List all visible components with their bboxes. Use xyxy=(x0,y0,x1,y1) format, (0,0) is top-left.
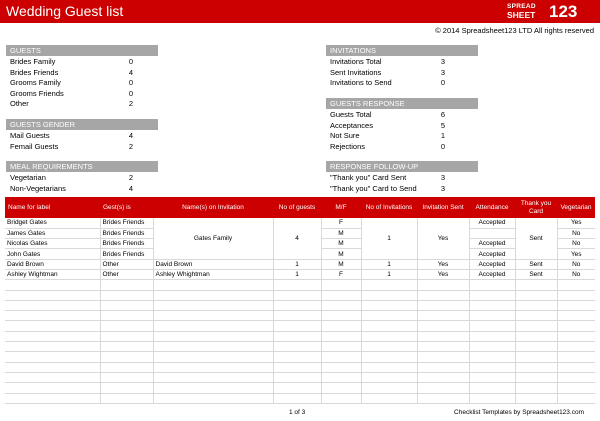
empty-cell[interactable] xyxy=(361,393,417,403)
empty-cell[interactable] xyxy=(153,352,273,362)
empty-table-row xyxy=(5,372,595,382)
cell-invitations[interactable]: 1 xyxy=(361,218,417,259)
empty-cell[interactable] xyxy=(5,383,100,393)
empty-cell[interactable] xyxy=(557,352,595,362)
response-summary-row xyxy=(326,110,473,121)
empty-cell[interactable] xyxy=(273,362,321,372)
empty-cell[interactable] xyxy=(515,331,557,341)
empty-cell[interactable] xyxy=(469,393,515,403)
empty-cell[interactable] xyxy=(557,383,595,393)
cell-mf[interactable]: M xyxy=(321,239,361,249)
meal-summary-row xyxy=(6,184,161,195)
empty-cell[interactable] xyxy=(557,300,595,310)
empty-cell[interactable] xyxy=(557,331,595,341)
empty-cell[interactable] xyxy=(515,311,557,321)
cell-attendance[interactable]: Accepted xyxy=(469,218,515,228)
cell-invitation-sent[interactable]: Yes xyxy=(417,259,469,269)
summary-value: 3 xyxy=(440,57,446,66)
summary-label: Grooms Friends xyxy=(10,88,64,98)
cell-guest-count[interactable]: 1 xyxy=(273,269,321,279)
summary-label: Other xyxy=(10,99,29,108)
cell-thank-you-card[interactable]: Sent xyxy=(515,218,557,259)
empty-cell[interactable] xyxy=(361,352,417,362)
empty-cell[interactable] xyxy=(153,290,273,300)
summary-value: 3 xyxy=(440,183,446,193)
summary-label: Grooms Family xyxy=(10,78,61,87)
summary-value: 3 xyxy=(440,67,446,77)
empty-cell[interactable] xyxy=(100,393,153,403)
cell-mf[interactable]: M xyxy=(321,249,361,259)
empty-cell[interactable] xyxy=(321,321,361,331)
empty-cell[interactable] xyxy=(321,290,361,300)
empty-cell[interactable] xyxy=(153,321,273,331)
guests-summary-row xyxy=(6,89,161,100)
empty-cell[interactable] xyxy=(273,331,321,341)
empty-cell[interactable] xyxy=(515,352,557,362)
empty-cell[interactable] xyxy=(153,311,273,321)
cell-invitation-name[interactable]: Gates Family xyxy=(153,218,273,259)
empty-cell[interactable] xyxy=(469,290,515,300)
empty-cell[interactable] xyxy=(417,331,469,341)
empty-cell[interactable] xyxy=(417,362,469,372)
gender-summary-row xyxy=(6,142,161,153)
empty-cell[interactable] xyxy=(557,321,595,331)
cell-guest-count[interactable]: 1 xyxy=(273,259,321,269)
empty-cell[interactable] xyxy=(273,300,321,310)
empty-table-row xyxy=(5,352,595,362)
column-header-vegetarian[interactable]: Vegetarian xyxy=(557,197,595,218)
column-header-names-on-invitation[interactable]: Name(s) on Invitation xyxy=(153,197,273,218)
empty-cell[interactable] xyxy=(469,280,515,290)
empty-cell[interactable] xyxy=(361,383,417,393)
summary-value: 0 xyxy=(128,88,134,98)
guests-summary-row xyxy=(6,57,161,68)
response-summary-row xyxy=(326,121,473,132)
empty-cell[interactable] xyxy=(5,311,100,321)
meal-summary-header: MEAL REQUIREMENTS xyxy=(6,161,158,172)
summary-label: Rejections xyxy=(330,141,366,151)
column-header-name-for-label[interactable]: Name for label xyxy=(5,197,100,218)
empty-cell[interactable] xyxy=(273,342,321,352)
empty-cell[interactable] xyxy=(557,311,595,321)
column-header-thank-you-card[interactable]: Thank you Card xyxy=(515,197,557,218)
response-summary-header: GUESTS RESPONSE xyxy=(326,98,478,109)
cell-name[interactable]: James Gates xyxy=(5,228,100,238)
cell-thank-you-card[interactable]: Sent xyxy=(515,269,557,279)
empty-cell[interactable] xyxy=(273,393,321,403)
empty-cell[interactable] xyxy=(100,321,153,331)
column-header-m-f[interactable]: M/F xyxy=(321,197,361,218)
empty-table-row xyxy=(5,321,595,331)
empty-cell[interactable] xyxy=(100,290,153,300)
empty-cell[interactable] xyxy=(5,321,100,331)
empty-table-row xyxy=(5,311,595,321)
empty-cell[interactable] xyxy=(321,393,361,403)
cell-name[interactable]: Ashley Wightman xyxy=(5,269,100,279)
cell-guest-count[interactable]: 4 xyxy=(273,218,321,259)
column-header-invitation-sent[interactable]: Invitation Sent xyxy=(417,197,469,218)
empty-cell[interactable] xyxy=(5,331,100,341)
empty-cell[interactable] xyxy=(100,331,153,341)
cell-attendance[interactable]: Accepted xyxy=(469,249,515,259)
cell-guest-is[interactable]: Brides Friends xyxy=(100,218,153,228)
empty-cell[interactable] xyxy=(153,342,273,352)
cell-invitation-name[interactable]: David Brown xyxy=(153,259,273,269)
empty-cell[interactable] xyxy=(417,342,469,352)
summary-value: 6 xyxy=(440,110,446,119)
summary-label: Acceptances xyxy=(330,120,373,130)
empty-cell[interactable] xyxy=(321,352,361,362)
empty-cell[interactable] xyxy=(5,280,100,290)
cell-vegetarian[interactable]: Yes xyxy=(557,218,595,228)
empty-table-row xyxy=(5,280,595,290)
summary-value: 2 xyxy=(128,141,134,151)
summary-label: Not Sure xyxy=(330,131,360,140)
empty-cell[interactable] xyxy=(361,321,417,331)
empty-cell[interactable] xyxy=(557,290,595,300)
empty-cell[interactable] xyxy=(100,383,153,393)
cell-invitation-sent[interactable]: Yes xyxy=(417,269,469,279)
gender-summary-header: GUESTS GENDER xyxy=(6,119,158,130)
cell-name[interactable]: John Gates xyxy=(5,249,100,259)
empty-cell[interactable] xyxy=(153,300,273,310)
cell-thank-you-card[interactable]: Sent xyxy=(515,259,557,269)
cell-name[interactable]: David Brown xyxy=(5,259,100,269)
empty-cell[interactable] xyxy=(469,383,515,393)
summary-value: 4 xyxy=(128,131,134,140)
empty-cell[interactable] xyxy=(5,352,100,362)
empty-cell[interactable] xyxy=(417,372,469,382)
empty-cell[interactable] xyxy=(5,290,100,300)
summary-value: 2 xyxy=(128,173,134,182)
cell-attendance[interactable]: Accepted xyxy=(469,259,515,269)
empty-table-row xyxy=(5,331,595,341)
summary-value: 4 xyxy=(128,67,134,77)
empty-cell[interactable] xyxy=(515,300,557,310)
summary-value: 0 xyxy=(440,78,446,87)
response-summary-row xyxy=(326,131,473,142)
empty-table-row xyxy=(5,300,595,310)
invitations-summary-header: INVITATIONS xyxy=(326,45,478,56)
cell-attendance[interactable]: Accepted xyxy=(469,269,515,279)
empty-cell[interactable] xyxy=(273,311,321,321)
cell-mf[interactable]: F xyxy=(321,269,361,279)
cell-invitations[interactable]: 1 xyxy=(361,259,417,269)
column-header-attendance[interactable]: Attendance xyxy=(469,197,515,218)
empty-cell[interactable] xyxy=(100,352,153,362)
empty-cell[interactable] xyxy=(469,321,515,331)
cell-guest-is[interactable]: Brides Friends xyxy=(100,239,153,249)
cell-vegetarian[interactable]: No xyxy=(557,239,595,249)
empty-cell[interactable] xyxy=(361,331,417,341)
guests-summary-header: GUESTS xyxy=(6,45,158,56)
summary-label: Mail Guests xyxy=(10,131,50,140)
empty-table-row xyxy=(5,383,595,393)
empty-cell[interactable] xyxy=(417,311,469,321)
summary-label: Invitations to Send xyxy=(330,78,392,87)
cell-attendance[interactable] xyxy=(469,228,515,238)
empty-cell[interactable] xyxy=(321,372,361,382)
empty-cell[interactable] xyxy=(100,300,153,310)
summary-label: Femail Guests xyxy=(10,141,59,151)
page-title: Wedding Guest list xyxy=(6,3,124,19)
gender-summary-row xyxy=(6,131,161,142)
empty-cell[interactable] xyxy=(417,393,469,403)
column-header-guest-is[interactable]: Gest(s) is xyxy=(100,197,153,218)
empty-cell[interactable] xyxy=(273,352,321,362)
cell-guest-is[interactable]: Brides Friends xyxy=(100,228,153,238)
summary-label: Sent Invitations xyxy=(330,67,382,77)
summary-value: 1 xyxy=(440,131,446,140)
empty-cell[interactable] xyxy=(273,321,321,331)
empty-cell[interactable] xyxy=(153,331,273,341)
empty-cell[interactable] xyxy=(321,300,361,310)
empty-cell[interactable] xyxy=(515,362,557,372)
summary-value: 0 xyxy=(440,141,446,151)
empty-cell[interactable] xyxy=(469,300,515,310)
page-number: 1 of 3 xyxy=(289,409,306,416)
cell-vegetarian[interactable]: No xyxy=(557,259,595,269)
summary-value: 0 xyxy=(128,57,134,66)
empty-table-row xyxy=(5,290,595,300)
empty-cell[interactable] xyxy=(515,383,557,393)
guests-summary-row xyxy=(6,99,161,110)
empty-cell[interactable] xyxy=(153,383,273,393)
empty-cell[interactable] xyxy=(557,372,595,382)
cell-attendance[interactable]: Accepted xyxy=(469,239,515,249)
empty-table-row xyxy=(5,362,595,372)
empty-cell[interactable] xyxy=(417,383,469,393)
summary-label: Invitations Total xyxy=(330,57,382,66)
empty-cell[interactable] xyxy=(361,362,417,372)
empty-cell[interactable] xyxy=(321,342,361,352)
empty-cell[interactable] xyxy=(153,280,273,290)
copyright-notice: © 2014 Spreadsheet123 LTD All rights reserved xyxy=(435,26,594,35)
response-summary-row xyxy=(326,142,473,153)
empty-cell[interactable] xyxy=(153,393,273,403)
invitations-summary-row xyxy=(326,68,473,79)
empty-cell[interactable] xyxy=(5,372,100,382)
empty-cell[interactable] xyxy=(557,393,595,403)
empty-cell[interactable] xyxy=(153,372,273,382)
empty-cell[interactable] xyxy=(273,280,321,290)
empty-cell[interactable] xyxy=(469,352,515,362)
summary-label: Guests Total xyxy=(330,110,372,119)
cell-invitation-sent[interactable]: Yes xyxy=(417,218,469,259)
table-row xyxy=(5,269,595,279)
title-bar xyxy=(0,0,600,23)
empty-cell[interactable] xyxy=(557,280,595,290)
cell-mf[interactable]: M xyxy=(321,259,361,269)
empty-cell[interactable] xyxy=(321,362,361,372)
empty-cell[interactable] xyxy=(361,300,417,310)
table-row xyxy=(5,259,595,269)
empty-cell[interactable] xyxy=(321,280,361,290)
empty-cell[interactable] xyxy=(153,362,273,372)
column-header-no-of-invitations[interactable]: No of Invitations xyxy=(361,197,417,218)
logo-line-1: SPREAD xyxy=(507,3,536,10)
empty-cell[interactable] xyxy=(100,342,153,352)
empty-table-row xyxy=(5,342,595,352)
guests-summary-row xyxy=(6,78,161,89)
empty-cell[interactable] xyxy=(469,342,515,352)
cell-invitations[interactable]: 1 xyxy=(361,269,417,279)
empty-cell[interactable] xyxy=(5,393,100,403)
footer-credit: Checklist Templates by Spreadsheet123.com xyxy=(454,409,584,416)
followup-summary-row xyxy=(326,173,473,184)
column-header-no-of-guests[interactable]: No of guests xyxy=(273,197,321,218)
empty-cell[interactable] xyxy=(361,372,417,382)
empty-cell[interactable] xyxy=(515,372,557,382)
empty-cell[interactable] xyxy=(469,372,515,382)
invitations-summary-row xyxy=(326,78,473,89)
cell-vegetarian[interactable]: No xyxy=(557,269,595,279)
empty-cell[interactable] xyxy=(273,383,321,393)
cell-name[interactable]: Nicolas Gates xyxy=(5,239,100,249)
table-row xyxy=(5,218,595,228)
empty-cell[interactable] xyxy=(515,342,557,352)
table-header-row xyxy=(5,197,595,218)
cell-name[interactable]: Bridget Gates xyxy=(5,218,100,228)
empty-cell[interactable] xyxy=(5,300,100,310)
empty-cell[interactable] xyxy=(100,280,153,290)
empty-table-row xyxy=(5,393,595,403)
summary-label: Brides Family xyxy=(10,57,56,66)
empty-cell[interactable] xyxy=(417,352,469,362)
summary-value: 4 xyxy=(128,183,134,193)
guest-table xyxy=(5,197,595,404)
cell-vegetarian[interactable]: Yes xyxy=(557,249,595,259)
empty-cell[interactable] xyxy=(515,290,557,300)
cell-guest-is[interactable]: Brides Friends xyxy=(100,249,153,259)
empty-cell[interactable] xyxy=(417,290,469,300)
summary-label: Non-Vegetarians xyxy=(10,183,66,193)
empty-cell[interactable] xyxy=(321,311,361,321)
empty-cell[interactable] xyxy=(100,372,153,382)
logo-line-3: 123 xyxy=(549,2,578,21)
table-body xyxy=(5,218,595,403)
empty-cell[interactable] xyxy=(273,372,321,382)
cell-vegetarian[interactable]: No xyxy=(557,228,595,238)
empty-cell[interactable] xyxy=(361,290,417,300)
summary-label: Vegetarian xyxy=(10,173,46,182)
empty-cell[interactable] xyxy=(361,342,417,352)
empty-cell[interactable] xyxy=(515,280,557,290)
empty-cell[interactable] xyxy=(417,280,469,290)
cell-mf[interactable]: F xyxy=(321,218,361,228)
guests-summary-row xyxy=(6,68,161,79)
empty-cell[interactable] xyxy=(361,280,417,290)
empty-cell[interactable] xyxy=(557,362,595,372)
cell-guest-is[interactable]: Other xyxy=(100,269,153,279)
summary-label: Brides Friends xyxy=(10,67,59,77)
empty-cell[interactable] xyxy=(469,311,515,321)
summary-label: "Thank you" Card to Send xyxy=(330,183,417,193)
empty-cell[interactable] xyxy=(100,311,153,321)
empty-cell[interactable] xyxy=(417,321,469,331)
followup-summary-row xyxy=(326,184,473,195)
spreadsheet123-logo xyxy=(507,2,593,21)
cell-invitation-name[interactable]: Ashley Whightman xyxy=(153,269,273,279)
empty-cell[interactable] xyxy=(273,290,321,300)
empty-cell[interactable] xyxy=(417,300,469,310)
cell-mf[interactable]: M xyxy=(321,228,361,238)
summary-label: "Thank you" Card Sent xyxy=(330,173,407,182)
empty-cell[interactable] xyxy=(361,311,417,321)
empty-cell[interactable] xyxy=(557,342,595,352)
invitations-summary-row xyxy=(326,57,473,68)
empty-cell[interactable] xyxy=(321,331,361,341)
followup-summary-header: RESPONSE FOLLOW-UP xyxy=(326,161,478,172)
meal-summary-row xyxy=(6,173,161,184)
empty-cell[interactable] xyxy=(469,331,515,341)
summary-value: 3 xyxy=(440,173,446,182)
empty-cell[interactable] xyxy=(5,342,100,352)
empty-cell[interactable] xyxy=(100,362,153,372)
cell-guest-is[interactable]: Other xyxy=(100,259,153,269)
summary-value: 5 xyxy=(440,120,446,130)
empty-cell[interactable] xyxy=(515,393,557,403)
summary-value: 2 xyxy=(128,99,134,108)
logo-line-2: SHEET xyxy=(507,10,536,20)
empty-cell[interactable] xyxy=(469,362,515,372)
empty-cell[interactable] xyxy=(5,362,100,372)
summary-value: 0 xyxy=(128,78,134,87)
empty-cell[interactable] xyxy=(321,383,361,393)
empty-cell[interactable] xyxy=(515,321,557,331)
